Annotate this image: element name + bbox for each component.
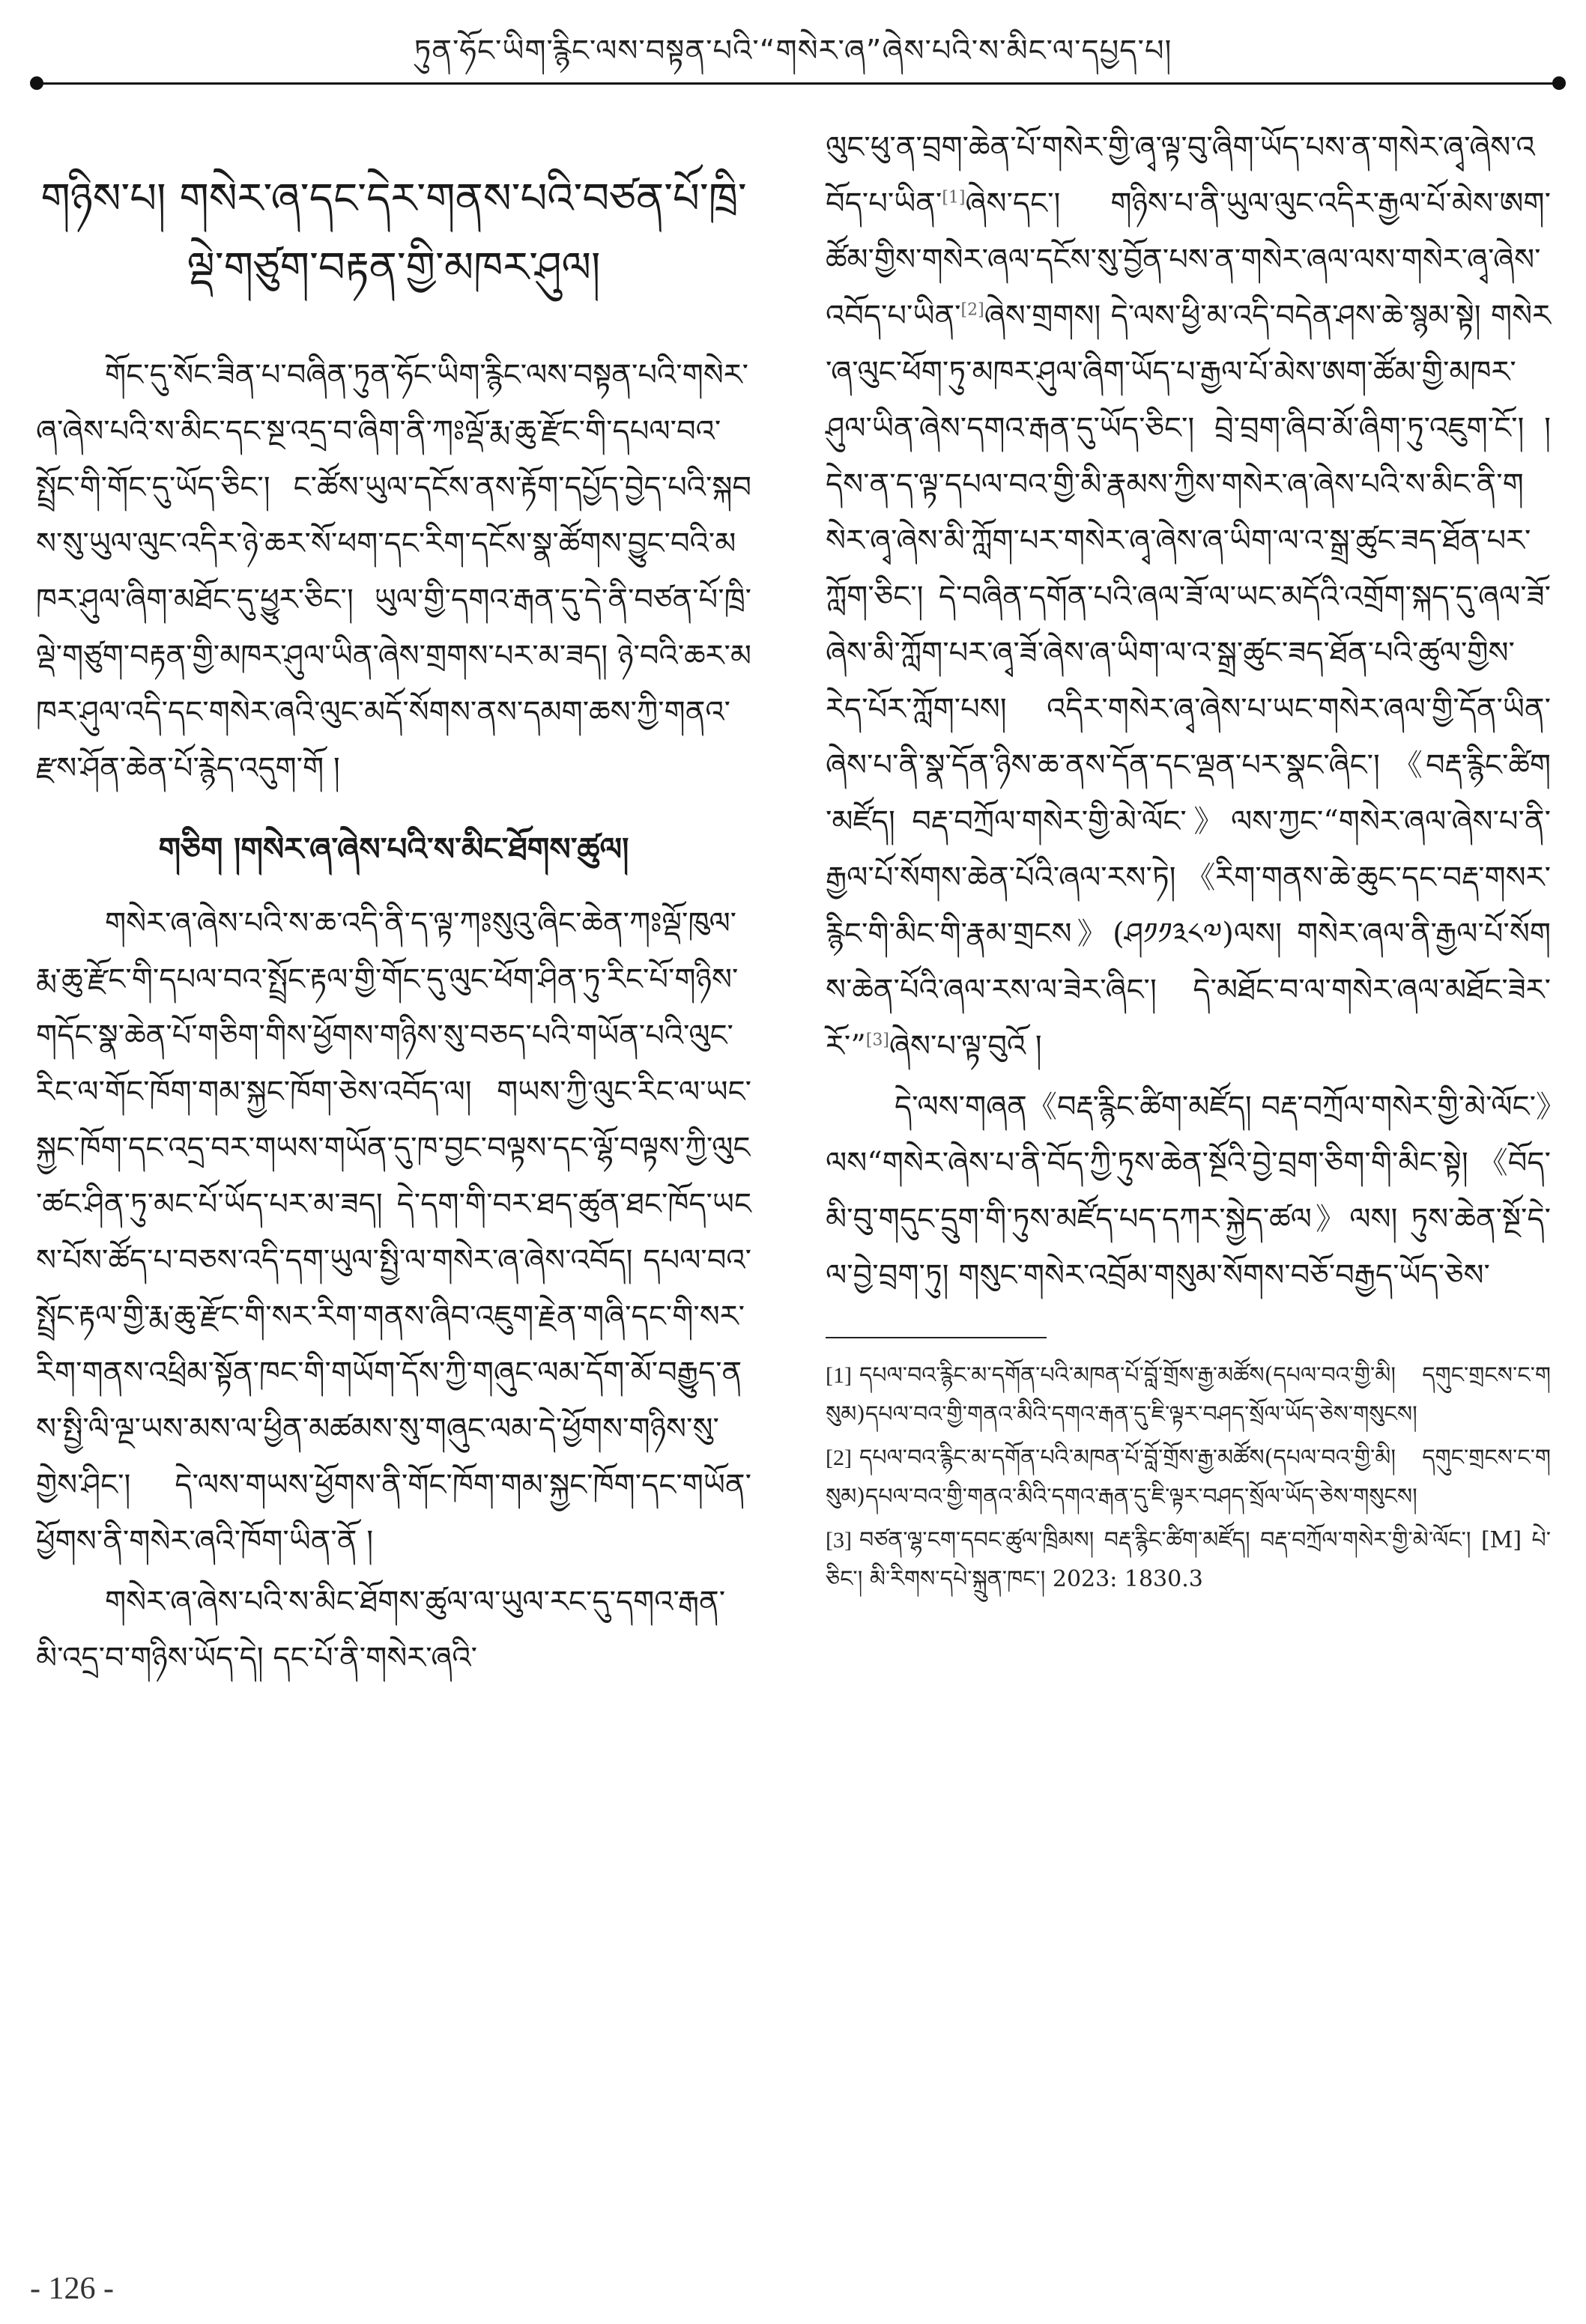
- footnote-ref[interactable]: [1]: [942, 188, 966, 207]
- footnote: [826, 1439, 1551, 1517]
- footnote-ref[interactable]: [3]: [865, 1031, 889, 1050]
- footnote-ref[interactable]: [2]: [960, 300, 984, 320]
- header-rule-right-dot: [1552, 76, 1566, 90]
- body-paragraph: གསེར་ཞ་ཞེས་པའི་ས་མིང་ཐོགས་ཚུལ་ལ་ཡུལ་རང་དུ་དགའ་རྒན་མི་འདྲ་བ་གཉིས་ཡོད་དེ། དང་པོ་ནི་གསེར་ཞའི་: [36, 1585, 726, 1675]
- left-column: [36, 120, 751, 1691]
- text-run: ཞེས་པ་ལྟ་བུའོ །: [889, 1029, 1042, 1064]
- body-paragraph: གསེར་ཞ་ཞེས་པའི་ས་ཆ་འདི་ནི་ད་ལྟ་ཀཿསུའུ་ཞིང་ཆེན་ཀཿལྡོ་ཁུལ་རྨ་ཆུ་རྫོང་གི་དཔལ་བའ་སྤྲོང་རྟལ་གྱི་གོང་དུ་ལུང་ཕོག་ཤིན་ཏུ་རིང་པོ་གཉིས་གདོང་སྣ་ཆེན་པོ་གཅིག་གིས་ཕྱོགས་གཉིས་སུ་བཅད་པའི་གཡོན་པའི་ལུང་རིང་ལ་གོང་ཁོག་གམ་སྐྱང་ཁོག་ཅེས་འབོད་ལ། གཡས་ཀྱི་ལུང་རིང་ལ་ཡང་སྐྱང་ཁོག་དང་འདྲ་བར་གཡས་གཡོན་དུ་ཁ་བྱང་བལྟས་དང་ལྷོ་བལྟས་ཀྱི་ལུང་ཚང་ཤིན་ཏུ་མང་པོ་ཡོད་པར་མ་ཟད། དེ་དག་གི་བར་ཐད་ཚུན་ཐང་ཁོད་ཡངས་པོས་ཚོད་པ་བཅས་འདི་དག་ཡུལ་སྤྱི་ལ་གསེར་ཞ་ཞེས་འབོད། དཔལ་བའ་སྤྲོང་རྟལ་གྱི་རྨ་ཆུ་རྫོང་གི་སར་རིག་གནས་ཞིབ་འཇུག་རྗེན་གཞི་དང་གི་སར་རིག་གནས་འཕྲིམ་སྟོན་ཁང་གི་གཡོག་དོས་ཀྱི་གཞུང་ལམ་དོག་མོ་བརྒྱུད་ནས་སྤྱི་ལི་ལྔ་ཡས་མས་ལ་ཕྱིན་མཚམས་སུ་གཞུང་ལམ་དེ་ཕྱོགས་གཉིས་སུ་གྱེས་ཤིང་། དེ་ལས་གཡས་ཕྱོགས་ནི་གོང་ཁོག་གམ་སྐྱང་ཁོག་དང་གཡོན་ཕྱོགས་ནི་གསེར་ཞའི་ཁོག་ཡིན་ནོ །: [36, 906, 751, 1559]
- footnote-number: [3]: [826, 1528, 852, 1553]
- page-number: - 126 -: [30, 2272, 114, 2306]
- footnote-number: [1]: [826, 1363, 852, 1388]
- running-header: ཏུན་ཧོང་ཡིག་རྙིང་ལས་བསྟན་པའི་“གསེར་ཞ”ཞེས་པའི་ས་མིང་ལ་དཔྱད་པ།: [414, 34, 1172, 68]
- footnote-text: དཔལ་བའ་རྙིང་མ་དགོན་པའི་མཁན་པོ་བློ་གྲོས་རྒྱ་མཚོས(དཔལ་བའ་གྱི་མི། དགུང་གྲངས་ང་གསུམ)དཔལ་བའ་གྱི་གནའ་མིའི་དགའ་རྒན་དུ་ཇི་ལྟར་བཤད་སྲོལ་ཡོད་ཅེས་གསུངས།: [826, 1362, 1551, 1428]
- footnote-separator: [826, 1337, 1047, 1338]
- text-run: ཞེས་གྲགས། དེ་ལས་ཕྱི་མ་འདི་བདེན་ཤས་ཆེ་སྙམ་སྟེ། གསེར་ཞ་ལུང་ཕོག་ཏུ་མཁར་ཤུལ་ཞིག་ཡོད་པ་རྒྱལ་པོ་མེས་ཨག་ཚོམ་གྱི་མཁར་ཤུལ་ཡིན་ཞེས་དགའ་རྒན་དུ་ཡོད་ཅིང་། བྲེ་བྲག་ཞིབ་མོ་ཞིག་ཏུ་འཇུག་ངོ་། །དེས་ན་ད་ལྟ་དཔལ་བའ་གྱི་མི་རྣམས་ཀྱིས་གསེར་ཞ་ཞེས་པའི་ས་མིང་ནི་གསེར་ཞྭ་ཞེས་མི་ཀློག་པར་གསེར་ཞྭ་ཞེས་ཞ་ཡིག་ལ་འ་སྒྲ་ཚུང་ཟད་ཐོན་པར་ཀློག་ཅིང་། དེ་བཞིན་དགོན་པའི་ཞལ་ཟོ་ལ་ཡང་མདོའི་འགྲོག་སྐད་དུ་ཞལ་ཟོ་ཞེས་མི་ཀློག་པར་ཞྭ་ཟོ་ཞེས་ཞ་ཡིག་ལ་འ་སྒྲ་ཚུང་ཟད་ཐོན་པའི་ཚུལ་གྱིས་རེད་པོར་ཀློག་པས། འདིར་གསེར་ཞྭ་ཞེས་པ་ཡང་གསེར་ཞལ་གྱི་དོན་ཡིན་ཞེས་པ་ནི་སྣ་དོན་ཉིས་ཆ་ནས་དོན་དང་ལྡན་པར་སྣང་ཞིང་། 《བརྡ་རྙིང་ཚིག་མཛོད། བརྡ་བཀྲོལ་གསེར་གྱི་མེ་ལོང་》ལས་ཀྱང་“གསེར་ཞལ་ཞེས་པ་ནི་རྒྱལ་པོ་སོགས་ཆེན་པོའི་ཞལ་རས་ཏེ། 《རིག་གནས་ཆེ་ཆུང་དང་བརྡ་གསར་རྙིང་གི་མིང་གི་རྣམ་གྲངས》(ཤ༡༡༣༨༧)ལས། གསེར་ཞལ་ནི་རྒྱལ་པོ་སོགས་ཆེན་པོའི་ཞལ་རས་ལ་ཟེར་ཞིང་། དེ་མཐོང་བ་ལ་གསེར་ཞལ་མཐོང་ཟེར་རོ་”: [826, 299, 1551, 1064]
- header-rule: [36, 82, 1558, 85]
- footnote-number: [2]: [826, 1445, 852, 1470]
- footnotes: [826, 1356, 1551, 1599]
- intro-paragraph: གོང་དུ་སོང་ཟིན་པ་བཞིན་ཏུན་ཧོང་ཡིག་རྙིང་ལས་བསྟན་པའི་གསེར་ཞ་ཞེས་པའི་ས་མིང་དང་སྔ་འདྲ་བ་ཞིག་ནི་ཀཿལྡོ་རྨ་ཆུ་རྫོང་གི་དཔལ་བའ་སྤྲོང་གི་གོང་དུ་ཡོད་ཅིང་། ང་ཚོས་ཡུལ་དངོས་ནས་རྟོག་དཔྱོད་བྱེད་པའི་སྐབས་སུ་ཡུལ་ལུང་འདིར་ཉེ་ཆར་སོ་ཕག་དང་རིག་དངོས་སྣ་ཚོགས་བྱུང་བའི་མཁར་ཤུལ་ཞིག་མཐོང་དུ་ཕྱུར་ཅིང་། ཡུལ་གྱི་དགའ་རྒན་དུ་དེ་ནི་བཙན་པོ་ཁྲི་ལྡེ་གཙུག་བརྟན་གྱི་མཁར་ཤུལ་ཡིན་ཞེས་གྲགས་པར་མ་ཟད། ཉེ་བའི་ཆར་མཁར་ཤུལ་འདི་དང་གསེར་ཞའི་ལུང་མདོ་སོགས་ནས་དམག་ཆས་ཀྱི་གནའ་རྫས་ཤོན་ཆེན་པོ་རྙེད་འདུག་གོ །: [36, 358, 751, 786]
- subsection-heading: གཅིག །གསེར་ཞ་ཞེས་པའི་ས་མིང་ཐོགས་ཚུལ།: [158, 831, 629, 867]
- text-run: ལུང་ཕུ་ན་བྲག་ཆེན་པོ་གསེར་གྱི་ཞྭ་ལྟ་བུ་ཞིག་ཡོད་པས་ན་གསེར་ཞྭ་ཞེས་འབོད་པ་ཡིན་: [826, 130, 1535, 221]
- section-title: གཉིས་པ། གསེར་ཞ་དང་དེར་གནས་པའི་བཙན་པོ་ཁྲི་ལྡེ་གཙུག་བརྟན་གྱི་མཁར་ཤུལ།: [40, 175, 747, 292]
- right-column: [826, 120, 1551, 1604]
- text-run: ཞེས་དང་། གཉིས་པ་ནི་ཡུལ་ལུང་འདིར་རྒྱལ་པོ་མེས་ཨག་ཚོམ་གྱིས་གསེར་ཞལ་དངོས་སུ་བྱོན་པས་ན་གསེར་ཞལ་ལས་གསེར་ཞྭ་ཞེས་འབོད་པ་ཡིན་: [826, 186, 1551, 333]
- footnote-text: བཙན་ལྷ་ངག་དབང་ཚུལ་ཁྲིམས། བརྡ་རྙིང་ཚིག་མཛོད། བརྡ་བཀྲོལ་གསེར་གྱི་མེ་ལོང་། [M] པེ་ཅིང་། མི་རིགས་དཔེ་སྐྲུན་ཁང་། 2023: 1830.3: [826, 1527, 1551, 1592]
- continued-paragraph: [826, 120, 1551, 1075]
- footnote: [826, 1356, 1551, 1434]
- footnote-text: དཔལ་བའ་རྙིང་མ་དགོན་པའི་མཁན་པོ་བློ་གྲོས་རྒྱ་མཚོས(དཔལ་བའ་གྱི་མི། དགུང་གྲངས་ང་གསུམ)དཔལ་བའ་གྱི་གནའ་མིའི་དགའ་རྒན་དུ་ཇི་ལྟར་བཤད་སྲོལ་ཡོད་ཅེས་གསུངས།: [826, 1445, 1551, 1510]
- body-paragraph: དེ་ལས་གཞན《བརྡ་རྙིང་ཚིག་མཛོད། བརྡ་བཀྲོལ་གསེར་གྱི་མེ་ལོང་》ལས“གསེར་ཞེས་པ་ནི་བོད་ཀྱི་ཏུས་ཆེན་སྔོའི་བྱེ་བྲག་ཅིག་གི་མིང་སྟེ། 《བོད་མི་བུ་གདུང་དྲུག་གི་ཏུས་མཛོད་པད་དཀར་སྐྱེད་ཚལ》ལས། ཏུས་ཆེན་སྔོ་དེ་ལ་བྱེ་བྲག་ཏུ། གསུང་གསེར་འབྲོམ་གསུམ་སོགས་བཅོ་བརྒྱད་ཡོད་ཅེས་: [826, 1090, 1551, 1293]
- footnote: [826, 1521, 1551, 1599]
